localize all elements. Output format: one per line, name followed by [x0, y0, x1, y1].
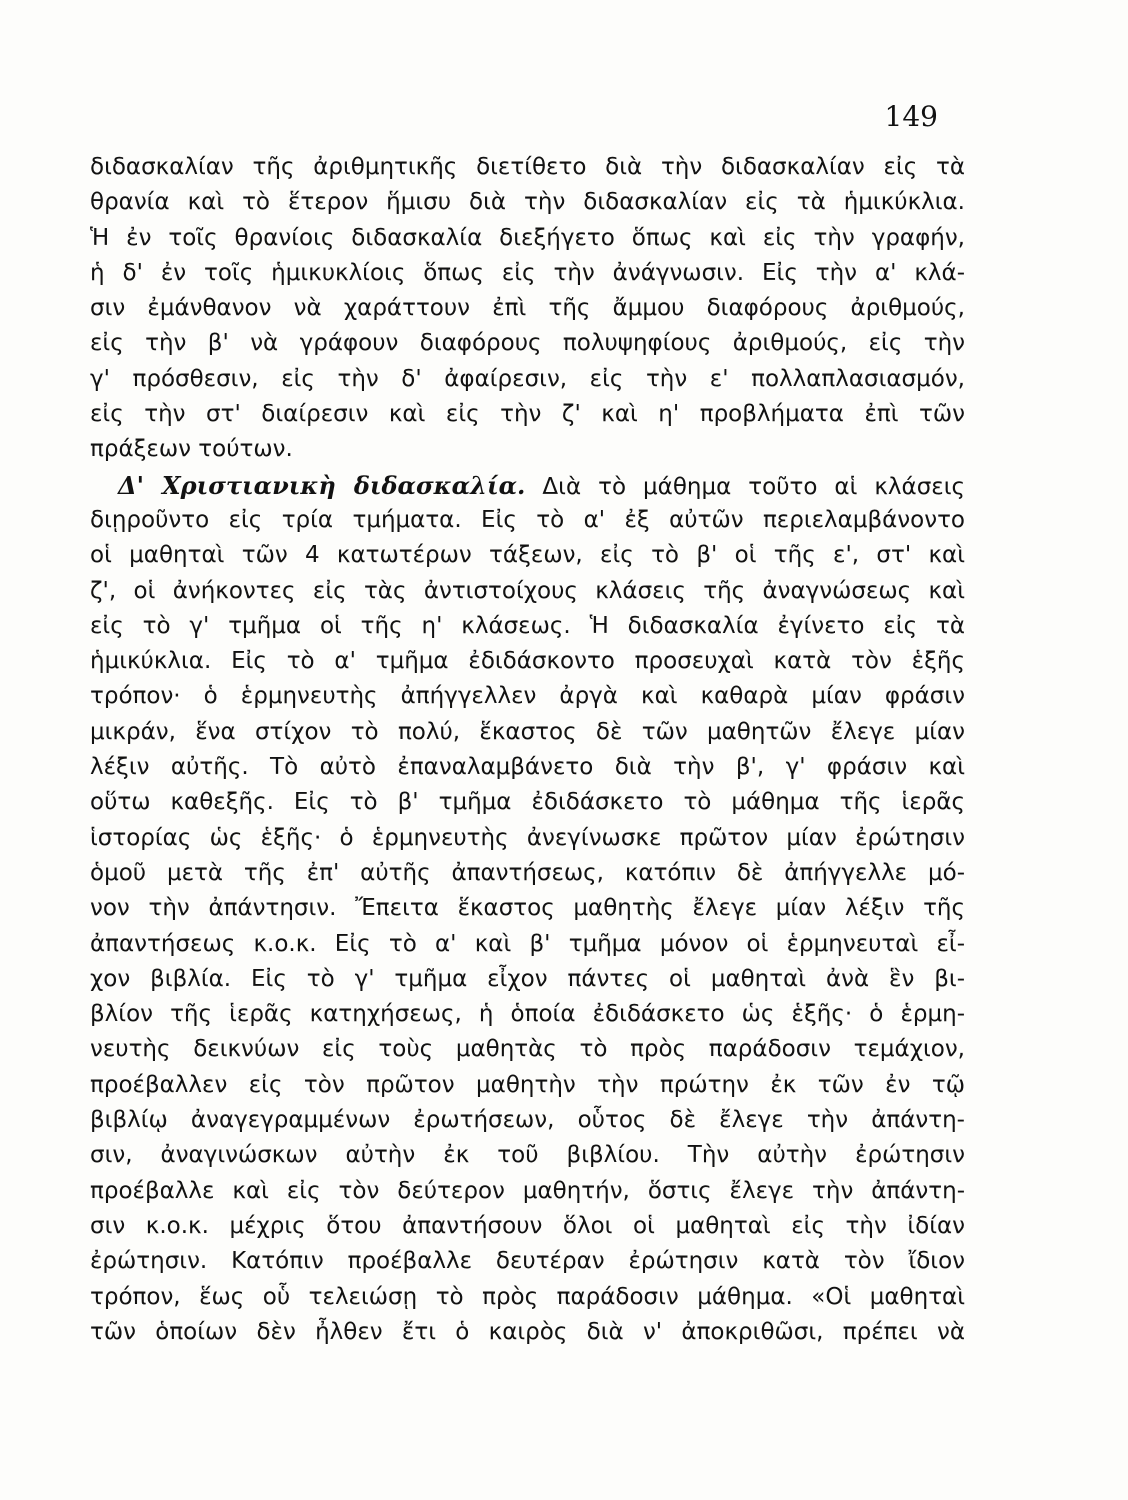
paragraph-christian-teaching [90, 468, 965, 1350]
text-line: οὕτω καθεξῆς. Εἰς τὸ β' τμῆμα ἐδιδάσκετο τὸ μάθημα τῆς ἱερᾶς [90, 789, 965, 816]
text-line: εἰς τὸ γ' τμῆμα οἱ τῆς η' κλάσεως. Ἡ διδασκαλία ἐγίνετο εἰς τὰ [90, 612, 965, 639]
text-line: γ' πρόσθεσιν, εἰς τὴν δ' ἀφαίρεσιν, εἰς τὴν ε' πολλαπλασιασμόν, [90, 365, 965, 392]
text-line: ἐρώτησιν. Κατόπιν προέβαλλε δευτέραν ἐρώτησιν κατὰ τὸν ἴδιον [90, 1248, 965, 1275]
text-line: ἀπαντήσεως κ.ο.κ. Εἰς τὸ α' καὶ β' τμῆμα μόνον οἱ ἑρμηνευταὶ εἶ- [90, 930, 965, 957]
text-line: λέξιν αὐτῆς. Τὸ αὐτὸ ἐπαναλαμβάνετο διὰ τὴν β', γ' φράσιν καὶ [90, 754, 965, 781]
paragraph-arithmetic [90, 150, 965, 468]
text-line: σιν κ.ο.κ. μέχρις ὅτου ἀπαντήσουν ὅλοι οἱ μαθηταὶ εἰς τὴν ἰδίαν [90, 1212, 965, 1239]
page-number: 149 [884, 100, 938, 133]
text-line: προέβαλλεν εἰς τὸν πρῶτον μαθητὴν τὴν πρώτην ἐκ τῶν ἐν τῷ [90, 1071, 965, 1098]
text-line: ὁμοῦ μετὰ τῆς ἐπ' αὐτῆς ἀπαντήσεως, κατόπιν δὲ ἀπήγγελλε μό- [90, 859, 965, 886]
text-line: διδασκαλίαν τῆς ἀριθμητικῆς διετίθετο διὰ τὴν διδασκαλίαν εἰς τὰ [90, 154, 965, 180]
text-line: σιν, ἀναγινώσκων αὐτὴν ἐκ τοῦ βιβλίου. Τὴν αὐτὴν ἐρώτησιν [90, 1142, 965, 1169]
text-line: νευτὴς δεικνύων εἰς τοὺς μαθητὰς τὸ πρὸς παράδοσιν τεμάχιον, [90, 1036, 965, 1063]
heading-line-rest: Διὰ τὸ μάθημα τοῦτο αἱ κλάσεις [542, 473, 965, 500]
text-line: εἰς τὴν β' νὰ γράφουν διαφόρους πολυψηφίους ἀριθμούς, εἰς τὴν [90, 330, 965, 357]
text-line: ἡ δ' ἐν τοῖς ἡμικυκλίοις ὅπως εἰς τὴν ἀνάγνωσιν. Εἰς τὴν α' κλά- [90, 259, 965, 286]
section-heading: Δ' Χριστιανικὴ διδασκαλία. [118, 470, 526, 500]
text-line: ἱστορίας ὡς ἑξῆς· ὁ ἑρμηνευτὴς ἀνεγίνωσκε πρῶτον μίαν ἐρώτησιν [90, 824, 965, 851]
text-line: τρόπον· ὁ ἑρμηνευτὴς ἀπήγγελλεν ἀργὰ καὶ καθαρὰ μίαν φράσιν [90, 683, 965, 710]
text-line [90, 468, 965, 503]
text-line: χον βιβλία. Εἰς τὸ γ' τμῆμα εἶχον πάντες οἱ μαθηταὶ ἀνὰ ἓν βι- [90, 965, 965, 992]
text-line: νον τὴν ἀπάντησιν. Ἔπειτα ἕκαστος μαθητὴς ἔλεγε μίαν λέξιν τῆς [90, 895, 965, 922]
text-line: μικράν, ἕνα στίχον τὸ πολύ, ἕκαστος δὲ τῶν μαθητῶν ἔλεγε μίαν [90, 718, 965, 745]
text-line: σιν ἐμάνθανον νὰ χαράττουν ἐπὶ τῆς ἄμμου διαφόρους ἀριθμούς, [90, 295, 965, 322]
text-line: ἡμικύκλια. Εἰς τὸ α' τμῆμα ἐδιδάσκοντο προσευχαὶ κατὰ τὸν ἑξῆς [90, 648, 965, 675]
text-line: τῶν ὁποίων δὲν ἦλθεν ἔτι ὁ καιρὸς διὰ ν' ἀποκριθῶσι, πρέπει νὰ [90, 1318, 965, 1345]
text-line: πράξεων τούτων. [90, 436, 293, 463]
body-text [90, 150, 965, 1350]
text-line: βλίον τῆς ἱερᾶς κατηχήσεως, ἡ ὁποία ἐδιδάσκετο ὡς ἑξῆς· ὁ ἑρμη- [90, 1001, 965, 1028]
text-line: εἰς τὴν στ' διαίρεσιν καὶ εἰς τὴν ζ' καὶ η' προβλήματα ἐπὶ τῶν [90, 401, 965, 428]
text-line: τρόπον, ἕως οὗ τελειώσῃ τὸ πρὸς παράδοσιν μάθημα. «Οἱ μαθηταὶ [90, 1283, 965, 1310]
text-line: Ἡ ἐν τοῖς θρανίοις διδασκαλία διεξήγετο ὅπως καὶ εἰς τὴν γραφήν, [90, 224, 965, 251]
text-line: ζ', οἱ ἀνήκοντες εἰς τὰς ἀντιστοίχους κλάσεις τῆς ἀναγνώσεως καὶ [90, 577, 965, 604]
text-line: οἱ μαθηταὶ τῶν 4 κατωτέρων τάξεων, εἰς τὸ β' οἱ τῆς ε', στ' καὶ [90, 542, 965, 569]
text-line: προέβαλλε καὶ εἰς τὸν δεύτερον μαθητήν, ὅστις ἔλεγε τὴν ἀπάντη- [90, 1177, 965, 1204]
text-line: διῃροῦντο εἰς τρία τμήματα. Εἰς τὸ α' ἐξ αὐτῶν περιελαμβάνοντο [90, 506, 965, 533]
text-line: θρανία καὶ τὸ ἕτερον ἥμισυ διὰ τὴν διδασκαλίαν εἰς τὰ ἡμικύκλια. [90, 189, 965, 216]
text-line: βιβλίῳ ἀναγεγραμμένων ἐρωτήσεων, οὗτος δὲ ἔλεγε τὴν ἀπάντη- [90, 1107, 965, 1134]
